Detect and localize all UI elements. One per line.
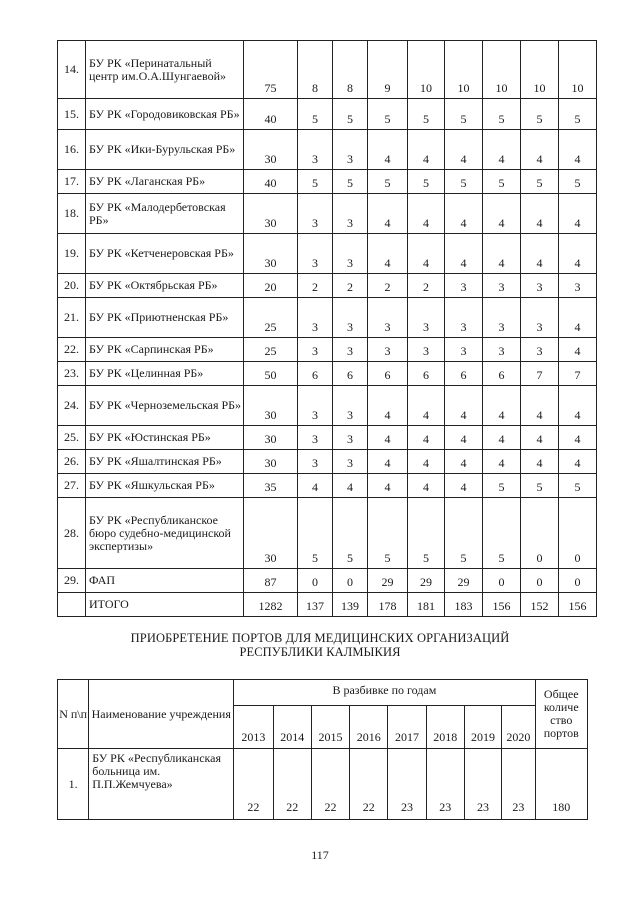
- value-cell: 4: [445, 386, 483, 426]
- institution-name: БУ РК «Лаганская РБ»: [86, 170, 244, 194]
- value-cell: 156: [559, 593, 597, 617]
- value-cell: 5: [368, 99, 408, 130]
- value-cell: 25: [244, 298, 298, 338]
- value-cell: 7: [521, 362, 559, 386]
- value-cell: 3: [333, 450, 368, 474]
- institution-name: БУ РК «Октябрьская РБ»: [86, 274, 244, 298]
- institution-name: БУ РК «Яшалтинская РБ»: [86, 450, 244, 474]
- row-number: 17.: [58, 170, 86, 194]
- value-cell: 3: [483, 298, 521, 338]
- value-cell: 3: [368, 298, 408, 338]
- institution-name: БУ РК «Перинатальный центр им.О.А.Шунгаевой»: [86, 41, 244, 99]
- value-cell: 3: [521, 274, 559, 298]
- row-number: 27.: [58, 474, 86, 498]
- value-cell: 2: [298, 274, 333, 298]
- value-cell: 3: [333, 338, 368, 362]
- row-number: 18.: [58, 194, 86, 234]
- value-cell: 20: [244, 274, 298, 298]
- value-cell: 4: [408, 426, 445, 450]
- value-cell: 4: [559, 426, 597, 450]
- value-cell: 4: [559, 298, 597, 338]
- value-cell: 5: [333, 99, 368, 130]
- value-cell: 4: [483, 426, 521, 450]
- table-row: [58, 194, 597, 234]
- value-cell: 5: [483, 474, 521, 498]
- value-cell: 0: [559, 569, 597, 593]
- value-cell: 3: [445, 274, 483, 298]
- row-number: 1.: [58, 749, 89, 820]
- value-cell: 3: [298, 386, 333, 426]
- row-number: 25.: [58, 426, 86, 450]
- value-cell: 4: [368, 474, 408, 498]
- value-cell: 4: [368, 386, 408, 426]
- value-cell: 5: [298, 99, 333, 130]
- value-cell: 7: [559, 362, 597, 386]
- institution-name: ИТОГО: [86, 593, 244, 617]
- total-cell: 180: [535, 749, 588, 820]
- value-cell: 0: [521, 569, 559, 593]
- total-row: [58, 593, 597, 617]
- value-cell: 6: [298, 362, 333, 386]
- value-cell: 4: [445, 234, 483, 274]
- value-cell: 4: [445, 130, 483, 170]
- value-cell: 3: [445, 298, 483, 338]
- value-cell: 5: [521, 474, 559, 498]
- value-cell: 4: [368, 194, 408, 234]
- value-cell: 4: [408, 234, 445, 274]
- value-cell: 30: [244, 426, 298, 450]
- table-row: [58, 386, 597, 426]
- value-cell: 152: [521, 593, 559, 617]
- institution-name: БУ РК «Городовиковская РБ»: [86, 99, 244, 130]
- value-cell: 10: [445, 41, 483, 99]
- value-cell: 23: [388, 749, 426, 820]
- table-row: [58, 498, 597, 569]
- value-cell: 30: [244, 450, 298, 474]
- value-cell: 4: [559, 234, 597, 274]
- value-cell: 0: [559, 498, 597, 569]
- value-cell: 29: [368, 569, 408, 593]
- value-cell: 4: [483, 194, 521, 234]
- value-cell: 3: [298, 450, 333, 474]
- value-cell: 3: [298, 130, 333, 170]
- value-cell: 4: [368, 130, 408, 170]
- table-row: [58, 234, 597, 274]
- institution-name: БУ РК «Юстинская РБ»: [86, 426, 244, 450]
- value-cell: 35: [244, 474, 298, 498]
- header-total: Общее количе ство портов: [535, 680, 588, 749]
- value-cell: 6: [408, 362, 445, 386]
- value-cell: 5: [298, 170, 333, 194]
- institution-name: БУ РК «Республиканское бюро судебно-медицинской экспертизы»: [86, 498, 244, 569]
- value-cell: 156: [483, 593, 521, 617]
- row-number: 15.: [58, 99, 86, 130]
- value-cell: 5: [445, 99, 483, 130]
- table-row: [58, 362, 597, 386]
- header-by-years: В разбивке по годам: [234, 680, 535, 706]
- row-number: [58, 593, 86, 617]
- value-cell: 87: [244, 569, 298, 593]
- value-cell: 3: [559, 274, 597, 298]
- ports-table-continued: [57, 40, 597, 617]
- value-cell: 30: [244, 386, 298, 426]
- value-cell: 5: [298, 498, 333, 569]
- value-cell: 4: [408, 194, 445, 234]
- value-cell: 10: [559, 41, 597, 99]
- value-cell: 3: [298, 194, 333, 234]
- value-cell: 4: [521, 386, 559, 426]
- value-cell: 22: [311, 749, 349, 820]
- value-cell: 3: [368, 338, 408, 362]
- value-cell: 4: [483, 130, 521, 170]
- value-cell: 3: [483, 338, 521, 362]
- institution-name: БУ РК «Приютненская РБ»: [86, 298, 244, 338]
- table-row: [58, 130, 597, 170]
- value-cell: 2: [333, 274, 368, 298]
- table-row: [58, 569, 597, 593]
- year-header: 2014: [273, 706, 311, 749]
- value-cell: 4: [521, 194, 559, 234]
- value-cell: 23: [464, 749, 501, 820]
- value-cell: 23: [502, 749, 535, 820]
- row-number: 21.: [58, 298, 86, 338]
- value-cell: 2: [368, 274, 408, 298]
- value-cell: 5: [408, 170, 445, 194]
- year-header: 2019: [464, 706, 501, 749]
- value-cell: 40: [244, 170, 298, 194]
- value-cell: 5: [521, 99, 559, 130]
- value-cell: 25: [244, 338, 298, 362]
- value-cell: 8: [298, 41, 333, 99]
- value-cell: 3: [333, 386, 368, 426]
- institution-name: БУ РК «Черноземельская РБ»: [86, 386, 244, 426]
- row-number: 28.: [58, 498, 86, 569]
- value-cell: 5: [333, 498, 368, 569]
- value-cell: 30: [244, 498, 298, 569]
- value-cell: 4: [521, 450, 559, 474]
- value-cell: 4: [408, 130, 445, 170]
- value-cell: 22: [350, 749, 388, 820]
- value-cell: 22: [234, 749, 273, 820]
- value-cell: 3: [298, 426, 333, 450]
- row-number: 16.: [58, 130, 86, 170]
- value-cell: 3: [445, 338, 483, 362]
- value-cell: 50: [244, 362, 298, 386]
- value-cell: 9: [368, 41, 408, 99]
- value-cell: 5: [483, 99, 521, 130]
- institution-name: БУ РК «Сарпинская РБ»: [86, 338, 244, 362]
- value-cell: 3: [333, 234, 368, 274]
- value-cell: 3: [333, 130, 368, 170]
- value-cell: 5: [408, 99, 445, 130]
- value-cell: 5: [559, 99, 597, 130]
- value-cell: 2: [408, 274, 445, 298]
- table-row: [58, 474, 597, 498]
- section-heading: [0, 631, 640, 659]
- value-cell: 3: [333, 298, 368, 338]
- value-cell: 4: [298, 474, 333, 498]
- ports-acquisition-table: [57, 679, 588, 820]
- value-cell: 3: [483, 274, 521, 298]
- year-header: 2013: [234, 706, 273, 749]
- row-number: 20.: [58, 274, 86, 298]
- value-cell: 29: [408, 569, 445, 593]
- value-cell: 5: [368, 170, 408, 194]
- value-cell: 183: [445, 593, 483, 617]
- year-header: 2016: [350, 706, 388, 749]
- value-cell: 0: [483, 569, 521, 593]
- value-cell: 3: [333, 194, 368, 234]
- section-title: ПРИОБРЕТЕНИЕ ПОРТОВ ДЛЯ МЕДИЦИНСКИХ ОРГАНИЗАЦИЙ: [130, 631, 510, 645]
- value-cell: 75: [244, 41, 298, 99]
- value-cell: 3: [333, 426, 368, 450]
- value-cell: 4: [521, 426, 559, 450]
- value-cell: 30: [244, 130, 298, 170]
- value-cell: 5: [333, 170, 368, 194]
- value-cell: 5: [368, 498, 408, 569]
- value-cell: 4: [559, 338, 597, 362]
- table-row: [58, 41, 597, 99]
- value-cell: 29: [445, 569, 483, 593]
- value-cell: 23: [426, 749, 464, 820]
- value-cell: 40: [244, 99, 298, 130]
- institution-name: БУ РК «Ики-Бурульская РБ»: [86, 130, 244, 170]
- year-header: 2018: [426, 706, 464, 749]
- row-number: 19.: [58, 234, 86, 274]
- value-cell: 3: [298, 298, 333, 338]
- value-cell: 0: [298, 569, 333, 593]
- value-cell: 10: [521, 41, 559, 99]
- row-number: 26.: [58, 450, 86, 474]
- value-cell: 4: [368, 450, 408, 474]
- value-cell: 8: [333, 41, 368, 99]
- value-cell: 10: [408, 41, 445, 99]
- table-row: [58, 170, 597, 194]
- institution-name: БУ РК «Яшкульская РБ»: [86, 474, 244, 498]
- institution-name: ФАП: [86, 569, 244, 593]
- row-number: 23.: [58, 362, 86, 386]
- value-cell: 6: [483, 362, 521, 386]
- value-cell: 10: [483, 41, 521, 99]
- value-cell: 178: [368, 593, 408, 617]
- value-cell: 3: [521, 338, 559, 362]
- value-cell: 4: [408, 450, 445, 474]
- value-cell: 5: [445, 498, 483, 569]
- row-number: 29.: [58, 569, 86, 593]
- value-cell: 4: [559, 130, 597, 170]
- year-header: 2017: [388, 706, 426, 749]
- year-header: 2020: [502, 706, 535, 749]
- value-cell: 4: [445, 450, 483, 474]
- value-cell: 4: [521, 130, 559, 170]
- value-cell: 4: [483, 450, 521, 474]
- value-cell: 5: [521, 170, 559, 194]
- section-subtitle: РЕСПУБЛИКИ КАЛМЫКИЯ: [239, 645, 401, 659]
- institution-name: БУ РК «Республиканская больница им. П.П.Жемчуева»: [89, 749, 234, 820]
- row-number: 24.: [58, 386, 86, 426]
- table-row: [58, 298, 597, 338]
- value-cell: 0: [521, 498, 559, 569]
- value-cell: 6: [445, 362, 483, 386]
- institution-name: БУ РК «Целинная РБ»: [86, 362, 244, 386]
- value-cell: 5: [483, 498, 521, 569]
- value-cell: 3: [408, 338, 445, 362]
- table-row: [58, 749, 588, 820]
- value-cell: 0: [333, 569, 368, 593]
- value-cell: 1282: [244, 593, 298, 617]
- table-row: [58, 450, 597, 474]
- value-cell: 22: [273, 749, 311, 820]
- table-row: [58, 338, 597, 362]
- value-cell: 6: [368, 362, 408, 386]
- value-cell: 137: [298, 593, 333, 617]
- value-cell: 4: [559, 450, 597, 474]
- row-number: 22.: [58, 338, 86, 362]
- value-cell: 3: [298, 234, 333, 274]
- value-cell: 3: [408, 298, 445, 338]
- value-cell: 5: [408, 498, 445, 569]
- value-cell: 5: [483, 170, 521, 194]
- header-name: Наименование учреждения: [89, 680, 234, 749]
- value-cell: 4: [368, 234, 408, 274]
- value-cell: 4: [445, 194, 483, 234]
- value-cell: 4: [559, 386, 597, 426]
- value-cell: 5: [445, 170, 483, 194]
- value-cell: 4: [521, 234, 559, 274]
- table-row: [58, 99, 597, 130]
- value-cell: 4: [445, 426, 483, 450]
- table-row: [58, 274, 597, 298]
- year-header: 2015: [311, 706, 349, 749]
- value-cell: 3: [298, 338, 333, 362]
- value-cell: 4: [559, 194, 597, 234]
- value-cell: 4: [483, 234, 521, 274]
- value-cell: 6: [333, 362, 368, 386]
- page-number: 117: [311, 848, 329, 862]
- table-row: [58, 426, 597, 450]
- institution-name: БУ РК «Малодербетовская РБ»: [86, 194, 244, 234]
- value-cell: 3: [521, 298, 559, 338]
- value-cell: 4: [333, 474, 368, 498]
- value-cell: 30: [244, 194, 298, 234]
- value-cell: 4: [408, 386, 445, 426]
- value-cell: 4: [483, 386, 521, 426]
- header-num: N п\п: [58, 680, 89, 749]
- value-cell: 4: [368, 426, 408, 450]
- value-cell: 5: [559, 474, 597, 498]
- value-cell: 30: [244, 234, 298, 274]
- value-cell: 139: [333, 593, 368, 617]
- value-cell: 4: [445, 474, 483, 498]
- value-cell: 181: [408, 593, 445, 617]
- row-number: 14.: [58, 41, 86, 99]
- value-cell: 4: [408, 474, 445, 498]
- institution-name: БУ РК «Кетченеровская РБ»: [86, 234, 244, 274]
- value-cell: 5: [559, 170, 597, 194]
